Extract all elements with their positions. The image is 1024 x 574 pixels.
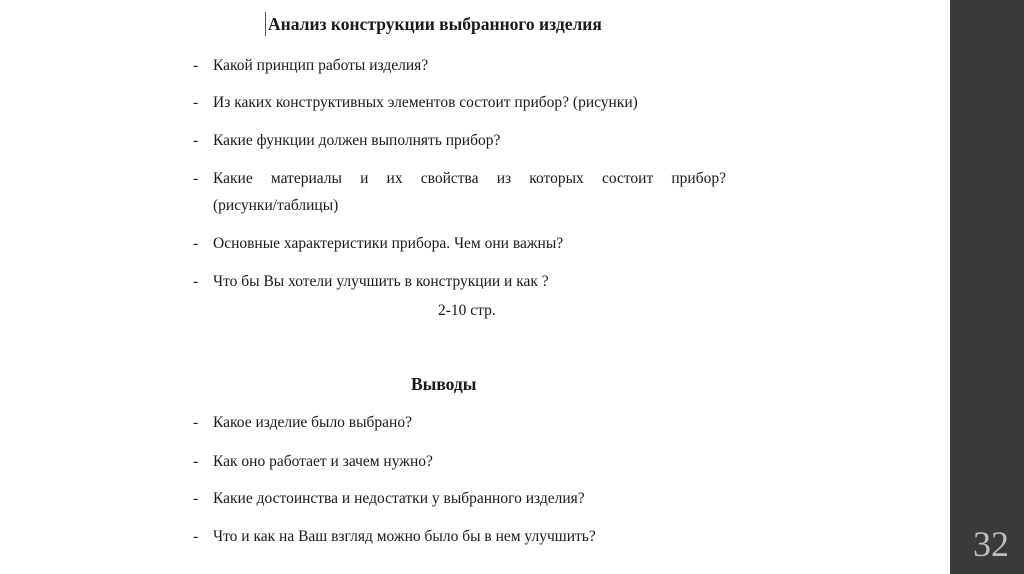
bullet-marker: -	[193, 94, 199, 111]
list-item: Какие материалы и их свойства из которых состоит прибор?	[213, 170, 726, 187]
list-item: Какие функции должен выполнять прибор?	[213, 132, 501, 149]
bullet-marker: -	[193, 273, 199, 290]
bullet-marker: -	[193, 57, 199, 74]
list-item: Основные характеристики прибора. Чем они важны?	[213, 235, 564, 252]
section-title-analysis: Анализ конструкции выбранного изделия	[268, 14, 602, 34]
text-cursor	[265, 12, 266, 36]
page-number: 32	[973, 524, 1009, 564]
list-item: Какой принцип работы изделия?	[213, 57, 429, 74]
right-sidebar	[950, 0, 1024, 574]
bullet-marker: -	[193, 453, 199, 470]
bullet-marker: -	[193, 132, 199, 149]
page-count-note: 2-10 стр.	[438, 302, 496, 319]
list-item: Какие достоинства и недостатки у выбранного изделия?	[213, 490, 585, 507]
bullet-marker: -	[193, 170, 199, 187]
bullet-marker: -	[193, 235, 199, 252]
list-item-continuation: (рисунки/таблицы)	[213, 197, 339, 214]
list-item: Что и как на Ваш взгляд можно было бы в нем улучшить?	[213, 528, 596, 545]
list-item: Какое изделие было выбрано?	[213, 414, 412, 431]
list-item: Что бы Вы хотели улучшить в конструкции и как ?	[213, 273, 549, 290]
list-item: Из каких конструктивных элементов состоит прибор? (рисунки)	[213, 94, 638, 111]
bullet-marker: -	[193, 528, 199, 545]
list-item: Как оно работает и зачем нужно?	[213, 453, 433, 470]
bullet-marker: -	[193, 490, 199, 507]
bullet-marker: -	[193, 414, 199, 431]
section-title-conclusions: Выводы	[411, 374, 477, 394]
